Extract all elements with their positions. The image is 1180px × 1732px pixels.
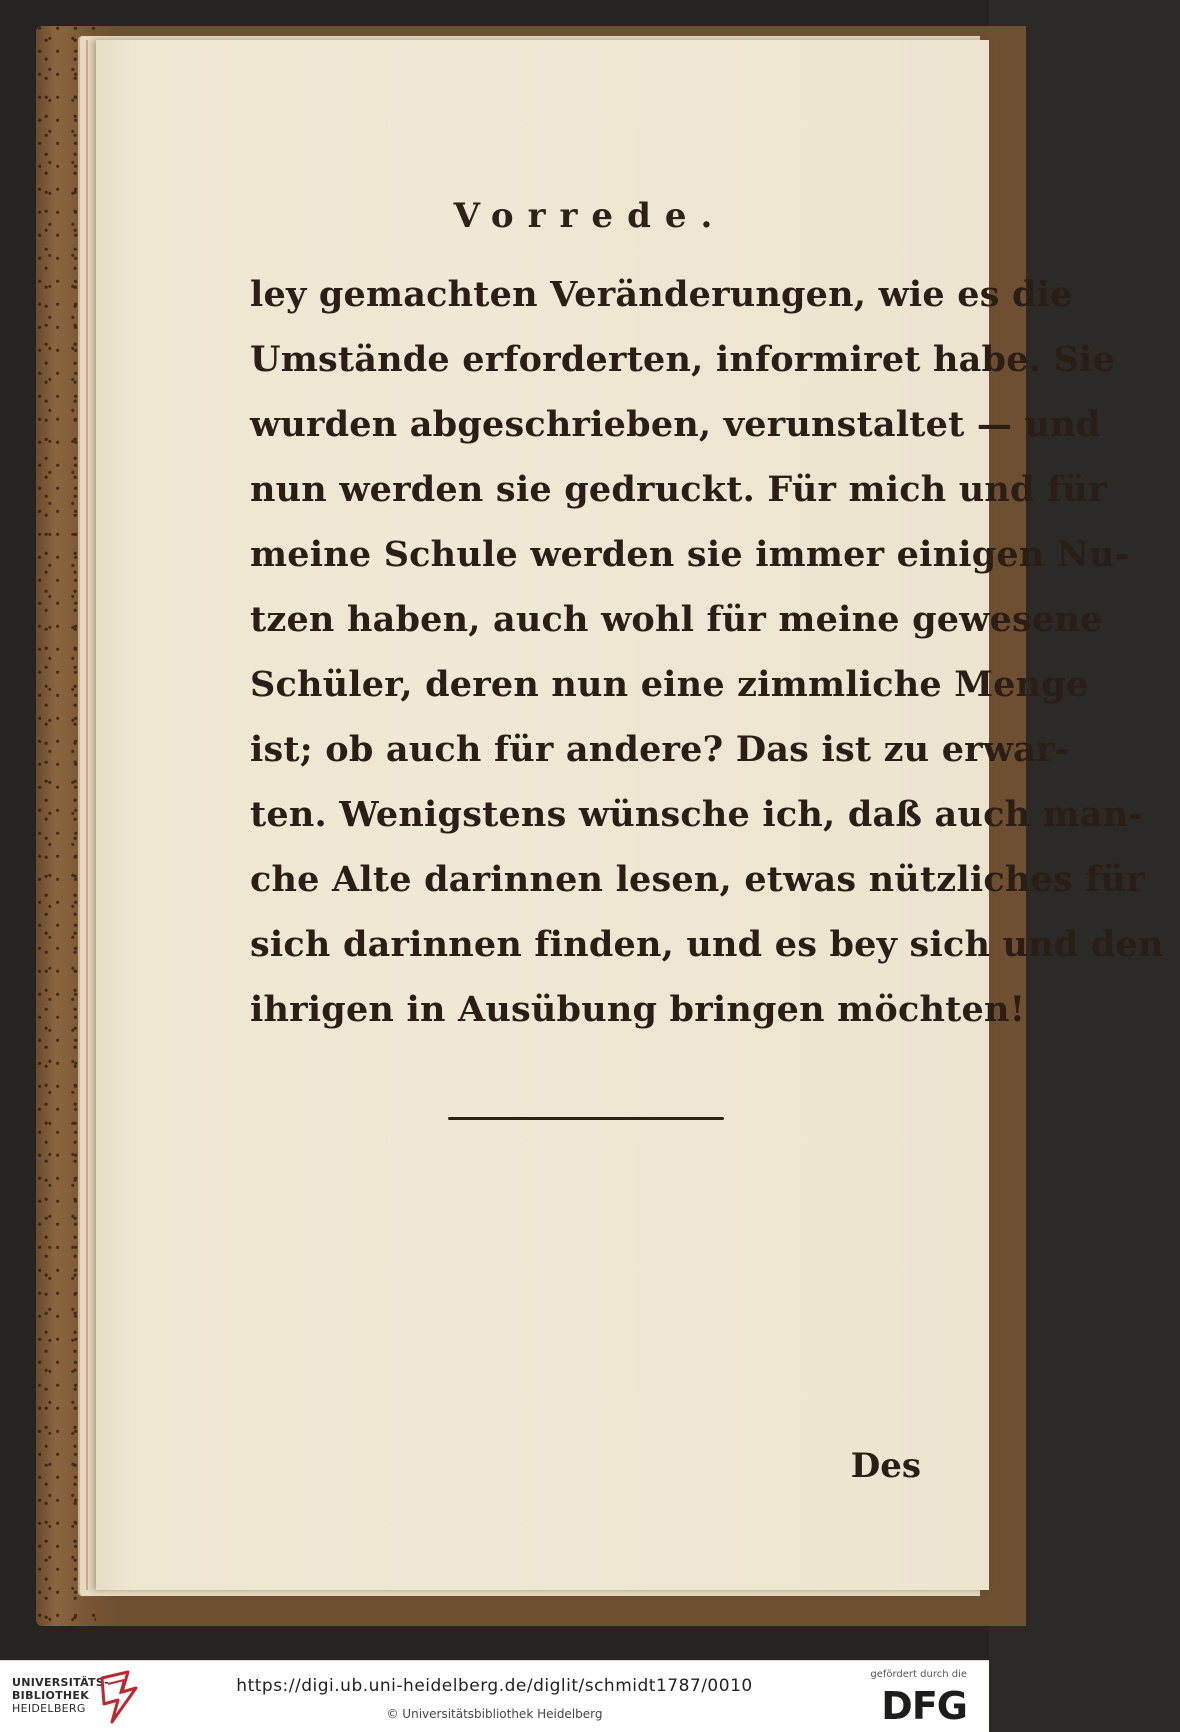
text-line: ten. Wenigstens wünsche ich, daß auch man- bbox=[250, 794, 1144, 835]
text-line: Umstände erforderten, informiret habe. Sie bbox=[250, 339, 1115, 380]
dfg-logo[interactable]: DFG bbox=[881, 1684, 967, 1728]
section-rule bbox=[448, 1117, 724, 1120]
viewer-footer bbox=[0, 1660, 989, 1732]
text-line: tzen haben, auch wohl für meine gewesene bbox=[250, 599, 1103, 640]
text-line: nun werden sie gedruckt. Für mich und für bbox=[250, 469, 1107, 510]
running-head: Vorrede. bbox=[453, 196, 727, 236]
page-url-link[interactable]: https://digi.ub.uni-heidelberg.de/diglit/schmidt1787/0010 bbox=[236, 1676, 753, 1696]
library-name-line: UNIVERSITÄTS- bbox=[12, 1676, 109, 1689]
text-line: che Alte darinnen lesen, etwas nützliches für bbox=[250, 859, 1145, 900]
funding-label: gefördert durch die bbox=[870, 1669, 967, 1680]
copyright-notice: © Universitätsbibliothek Heidelberg bbox=[386, 1707, 603, 1721]
text-line: Schüler, deren nun eine zimmliche Menge bbox=[250, 664, 1089, 705]
library-name-line: HEIDELBERG bbox=[12, 1702, 86, 1715]
catchword: Des bbox=[850, 1446, 921, 1486]
text-line: ist; ob auch für andere? Das ist zu erwar- bbox=[250, 729, 1070, 770]
text-line: wurden abgeschrieben, verunstaltet — und bbox=[250, 404, 1101, 445]
text-line: ley gemachten Veränderungen, wie es die bbox=[250, 274, 1073, 315]
library-name-line: BIBLIOTHEK bbox=[12, 1689, 90, 1702]
text-line: meine Schule werden sie immer einigen Nu- bbox=[250, 534, 1130, 575]
page-red-edge bbox=[86, 40, 88, 1590]
body-text bbox=[250, 262, 1164, 1042]
text-line: sich darinnen finden, und es bey sich und den bbox=[250, 924, 1164, 965]
text-line: ihrigen in Ausübung bringen möchten! bbox=[250, 989, 1026, 1030]
